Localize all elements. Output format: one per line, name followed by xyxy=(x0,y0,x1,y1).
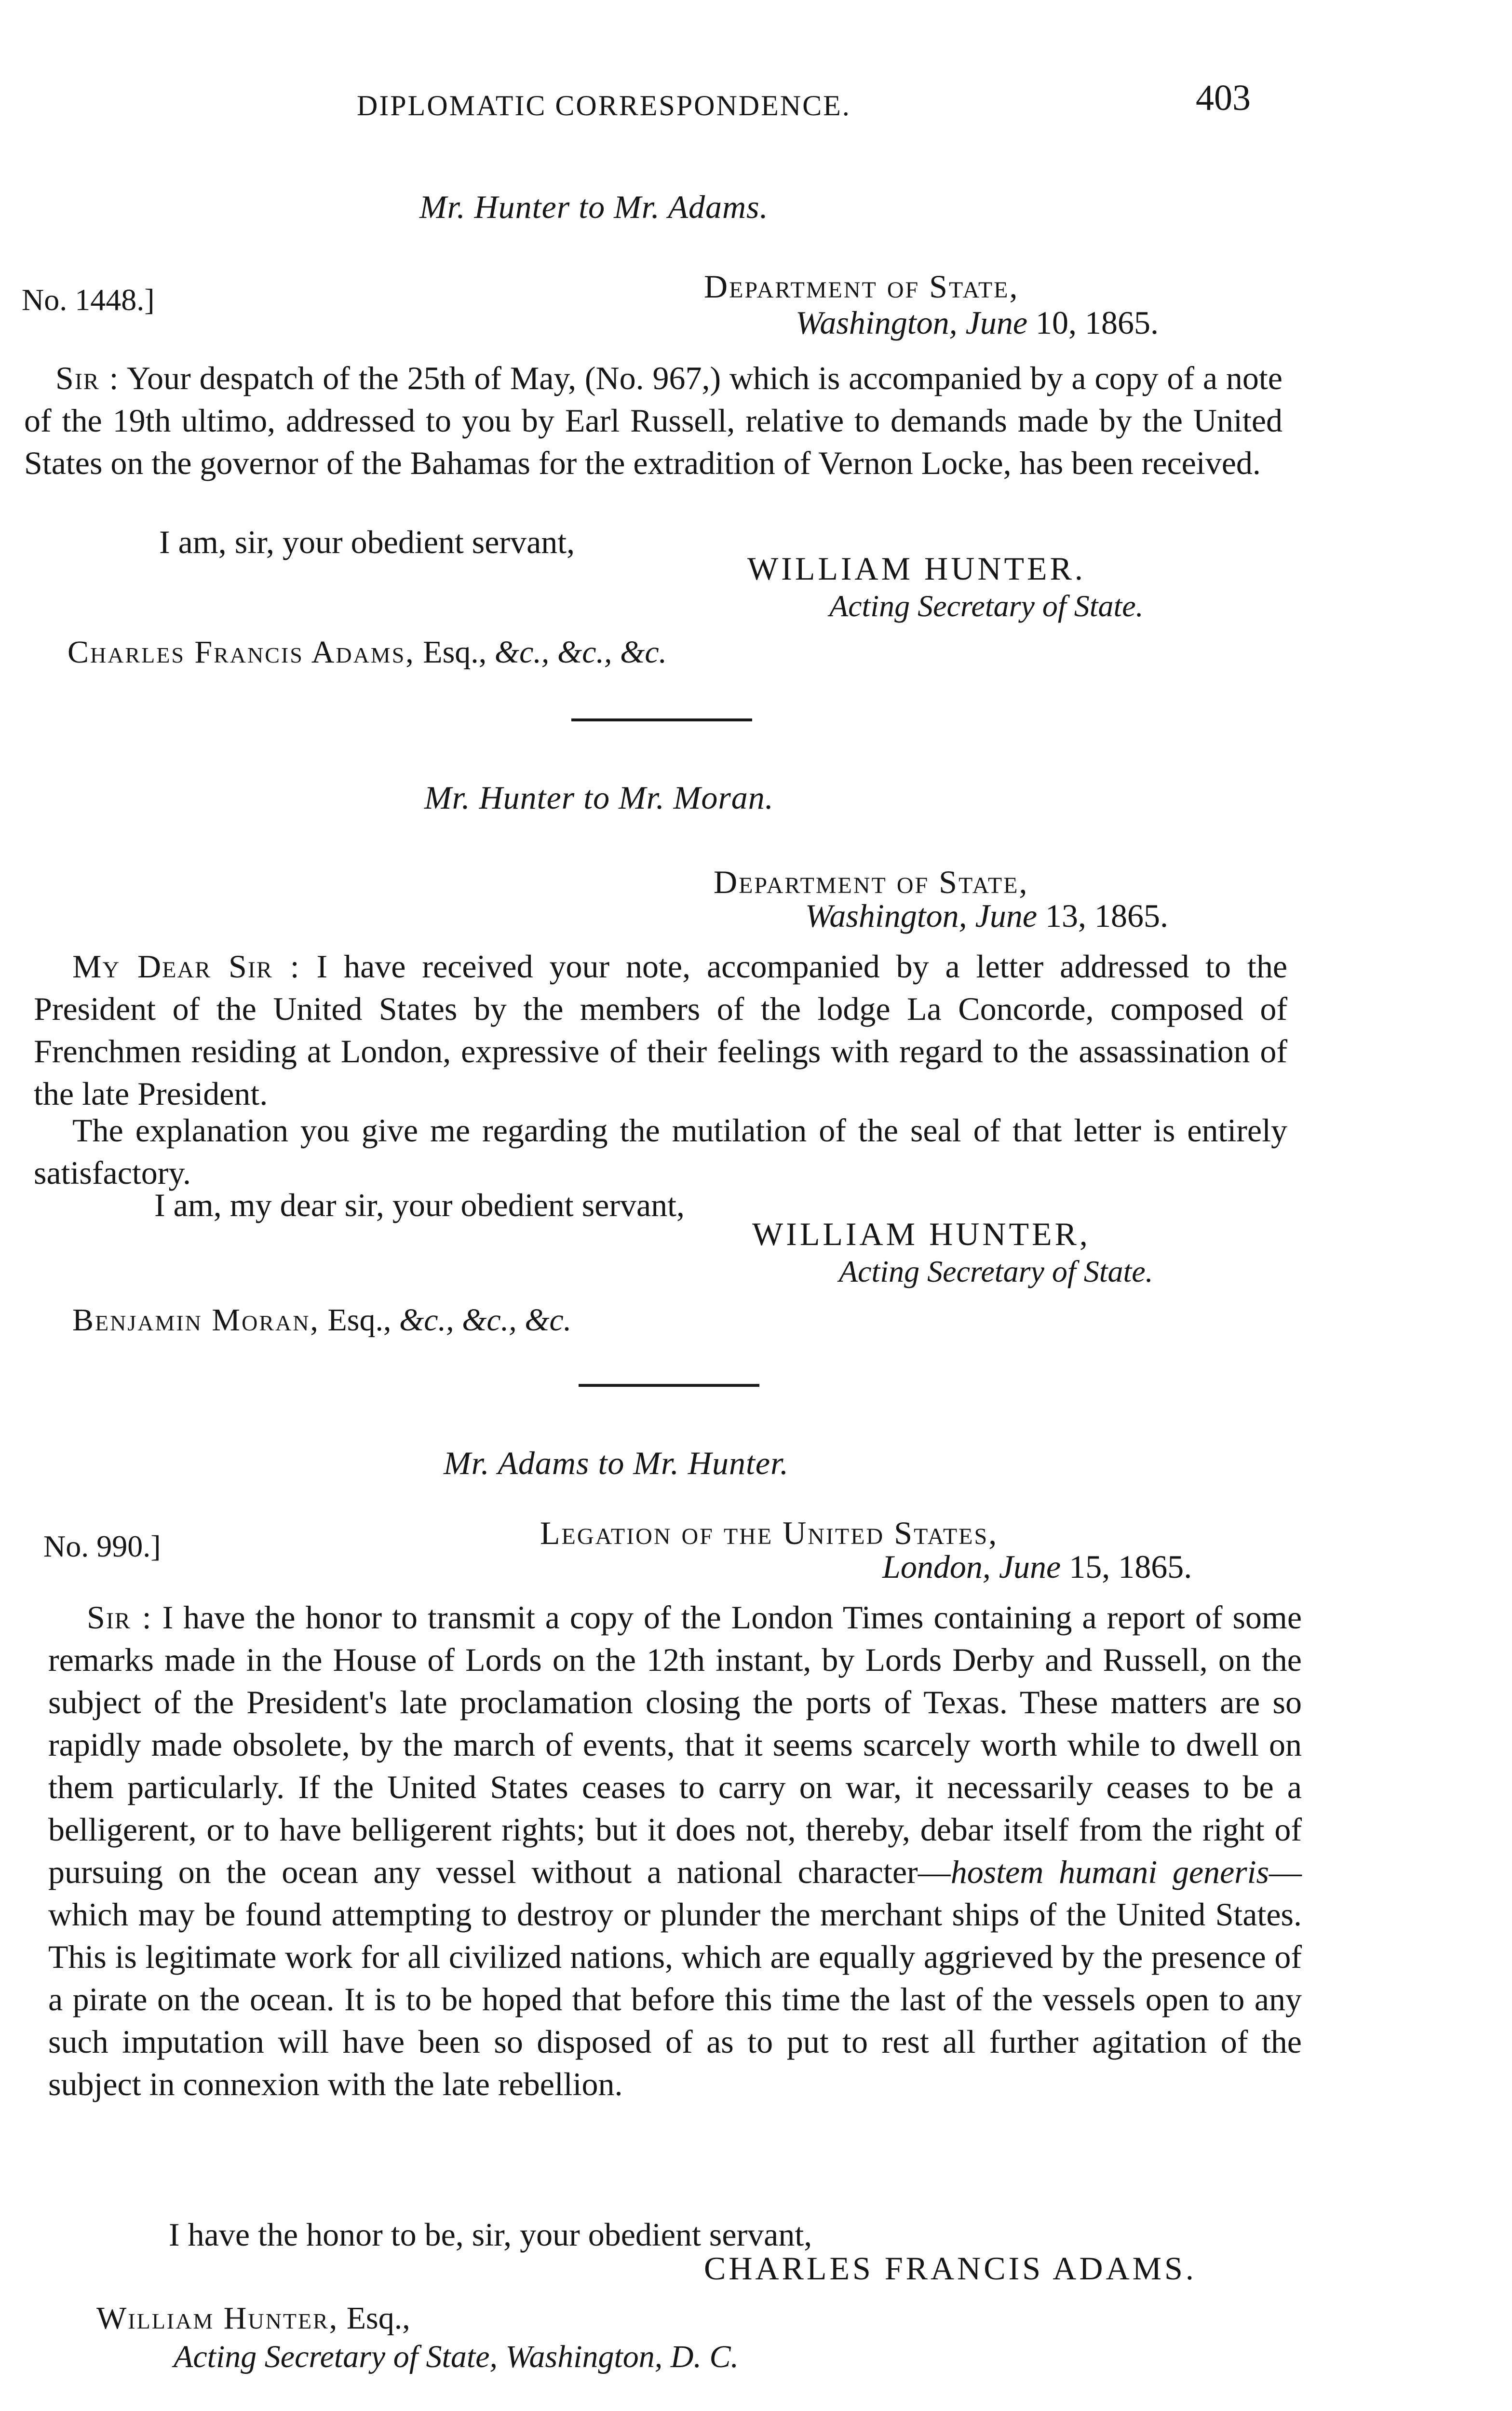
letter-body xyxy=(48,1596,1302,2105)
letter-body-second-paragraph: The explanation you give me regarding the mutilation of the seal of that letter is entirely satisfactory. xyxy=(34,1112,1287,1191)
salutation: Sir : xyxy=(87,1599,152,1636)
signature: CHARLES FRANCIS ADAMS. xyxy=(704,2250,1197,2287)
closing: I am, sir, your obedient servant, xyxy=(159,524,575,560)
letter-heading: Mr. Hunter to Mr. Moran. xyxy=(424,779,774,816)
dateline: Washington, June 10, 1865. xyxy=(796,304,1159,341)
origin-office: Department of State, xyxy=(704,268,1019,305)
addressee: Benjamin Moran, Esq., &c., &c., &c. xyxy=(72,1302,572,1338)
latin-phrase: hostem humani generis xyxy=(950,1854,1269,1890)
page-number: 403 xyxy=(1196,78,1251,118)
section-divider xyxy=(571,718,752,721)
despatch-number: No. 1448.] xyxy=(22,283,155,317)
origin-office: Legation of the United States, xyxy=(540,1515,999,1551)
letter-heading: Mr. Hunter to Mr. Adams. xyxy=(419,189,769,225)
letter-body xyxy=(24,357,1282,484)
addressee: William Hunter, Esq., xyxy=(96,2301,410,2336)
salutation: Sir : xyxy=(55,360,120,396)
addressee: Charles Francis Adams, Esq., &c., &c., &c. xyxy=(68,635,667,670)
addressee-title: Acting Secretary of State, Washington, D. C. xyxy=(174,2339,739,2374)
letter-heading: Mr. Adams to Mr. Hunter. xyxy=(444,1445,789,1481)
letter-body xyxy=(34,945,1287,1115)
dateline: Washington, June 13, 1865. xyxy=(805,897,1169,934)
signature-title: Acting Secretary of State. xyxy=(839,1254,1153,1288)
running-head: DIPLOMATIC CORRESPONDENCE. xyxy=(357,90,851,122)
body-text: I have received your note, accompanied by a letter addressed to the President of the United States by the members of the lodge La Concorde, composed of Frenchmen residing at London, expressive of their feelings with regard to the assassination of the late President. xyxy=(34,948,1288,1112)
origin-office: Department of State, xyxy=(714,864,1029,900)
salutation: My Dear Sir : xyxy=(72,948,300,985)
dateline: London, June 15, 1865. xyxy=(882,1548,1192,1585)
closing: I am, my dear sir, your obedient servant, xyxy=(154,1187,685,1223)
signature: WILLIAM HUNTER, xyxy=(752,1216,1091,1252)
despatch-number: No. 990.] xyxy=(43,1529,161,1563)
signature-title: Acting Secretary of State. xyxy=(829,589,1144,623)
section-divider xyxy=(579,1384,759,1387)
body-text: I have the honor to transmit a copy of the London Times containing a report of some remarks made in the House of Lords on the 12th instant, by Lords Derby and Russell, on the subject of the President's late proclamation closing the ports of Texas. These matters are so rapidly made obsolete, by the march of events, that it seems scarcely worth while to dwell on them particularly. If the United States ceases to carry on war, it necessarily ceases to be a belligerent, or to have belligerent rights; but it does not, thereby, debar itself from the right of pursuing on the ocean any vessel without a national character— xyxy=(48,1599,1302,1890)
closing: I have the honor to be, sir, your obedient servant, xyxy=(169,2216,812,2253)
body-text-continued: —which may be found attempting to destroy or plunder the merchant ships of the United States. This is legitimate work for all civilized nations, which are equally aggrieved by the presence of a pirate on the ocean. It is to be hoped that before this time the last of the vessels open to any such imputation will have been so disposed of as to put to rest all further agitation of the subject in connexion with the late rebellion. xyxy=(48,1854,1302,2102)
signature: WILLIAM HUNTER. xyxy=(747,550,1086,587)
body-text: Your despatch of the 25th of May, (No. 967,) which is accompanied by a copy of a note of the 19th ultimo, addressed to you by Earl Russell, relative to demands made by the United States on the governor of the Bahamas for the extradition of Vernon Locke, has been received. xyxy=(24,360,1282,481)
